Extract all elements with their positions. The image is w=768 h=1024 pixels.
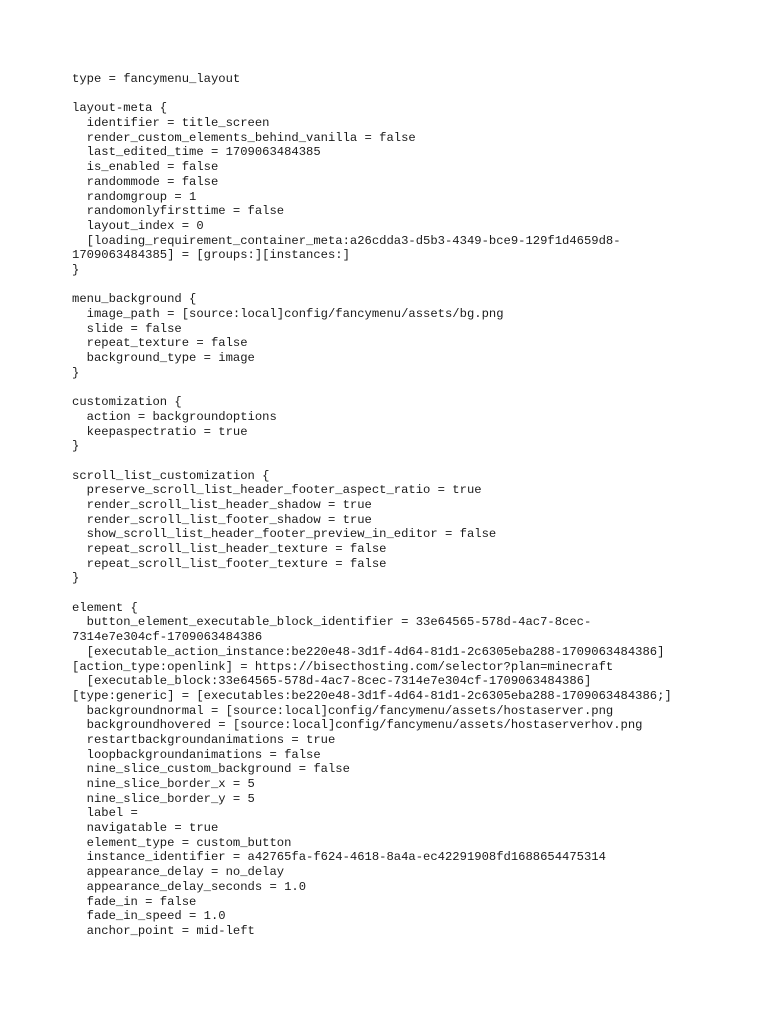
text-line: repeat_texture = false (72, 336, 248, 351)
text-line: restartbackgroundanimations = true (72, 732, 336, 747)
text-line: render_scroll_list_footer_shadow = true (72, 512, 372, 527)
text-line: nine_slice_border_x = 5 (72, 777, 255, 791)
text-line: nine_slice_custom_background = false (72, 762, 350, 777)
text-line: customization { (72, 395, 182, 410)
text-line: } (72, 262, 80, 277)
text-line: action = backgroundoptions (72, 409, 277, 424)
text-line: render_custom_elements_behind_vanilla = false (72, 130, 416, 145)
text-line: appearance_delay = no_delay (72, 865, 285, 880)
text-line: button_element_executable_block_identifier = 33e64565-578d-4ac7-8cec- (72, 615, 592, 630)
blank-line (72, 278, 732, 293)
text-line: is_enabled = false (72, 160, 219, 175)
text-line: layout_index = 0 (72, 218, 204, 233)
text-line: show_scroll_list_header_footer_preview_in_editor = false (72, 527, 497, 542)
text-line: loopbackgroundanimations = false (72, 747, 321, 762)
text-line: repeat_scroll_list_header_texture = false (72, 542, 387, 556)
text-line: image_path = [source:local]config/fancymenu/assets/bg.png (72, 307, 504, 321)
text-line: [executable_action_instance:be220e48-3d1f-4d64-81d1-2c6305eba288-1709063484386] (72, 644, 665, 659)
text-line: instance_identifier = a42765fa-f624-4618-8a4a-ec42291908fd1688654475314 (72, 850, 606, 865)
text-line: 1709063484385] = [groups:][instances:] (72, 248, 350, 263)
blank-line (72, 380, 732, 395)
text-line: menu_background { (72, 292, 197, 307)
text-line: last_edited_time = 1709063484385 (72, 145, 321, 160)
text-line: fade_in_speed = 1.0 (72, 909, 226, 924)
text-line: label = (72, 806, 138, 821)
text-line: nine_slice_border_y = 5 (72, 791, 255, 806)
blank-line (72, 87, 732, 102)
text-line: backgroundnormal = [source:local]config/fancymenu/assets/hostaserver.png (72, 703, 614, 718)
text-line: element { (72, 600, 138, 615)
text-line: randomonlyfirsttime = false (72, 204, 285, 219)
text-line: repeat_scroll_list_footer_texture = false (72, 556, 387, 571)
layout-file-text (72, 72, 732, 939)
text-line: 7314e7e304cf-1709063484386 (72, 630, 263, 645)
text-line: scroll_list_customization { (72, 468, 270, 483)
text-line: fade_in = false (72, 894, 197, 909)
text-line: [loading_requirement_container_meta:a26cdda3-d5b3-4349-bce9-129f1d4659d8- (72, 233, 621, 248)
text-line: appearance_delay_seconds = 1.0 (72, 879, 307, 894)
text-line: randommode = false (72, 174, 219, 189)
blank-line (72, 586, 732, 601)
text-line: navigatable = true (72, 821, 219, 836)
text-line: slide = false (72, 321, 182, 336)
text-line: [executable_block:33e64565-578d-4ac7-8cec-7314e7e304cf-1709063484386] (72, 674, 592, 689)
text-line: anchor_point = mid-left (72, 923, 255, 938)
text-line: randomgroup = 1 (72, 189, 197, 204)
text-line: [type:generic] = [executables:be220e48-3d1f-4d64-81d1-2c6305eba288-1709063484386;] (72, 688, 672, 703)
text-line: preserve_scroll_list_header_footer_aspect_ratio = true (72, 483, 482, 498)
text-line: keepaspectratio = true (72, 424, 248, 439)
text-line: } (72, 365, 80, 380)
text-line: render_scroll_list_header_shadow = true (72, 497, 372, 512)
blank-line (72, 454, 732, 469)
text-line: background_type = image (72, 351, 255, 366)
text-line: identifier = title_screen (72, 116, 270, 131)
text-line: type = fancymenu_layout (72, 72, 241, 86)
text-line: element_type = custom_button (72, 835, 292, 850)
text-line: backgroundhovered = [source:local]config/fancymenu/assets/hostaserverhov.png (72, 718, 643, 733)
text-line: } (72, 439, 80, 454)
text-line: layout-meta { (72, 101, 168, 116)
text-line: [action_type:openlink] = https://bisecthosting.com/selector?plan=minecraft (72, 659, 614, 674)
text-line: } (72, 571, 80, 586)
